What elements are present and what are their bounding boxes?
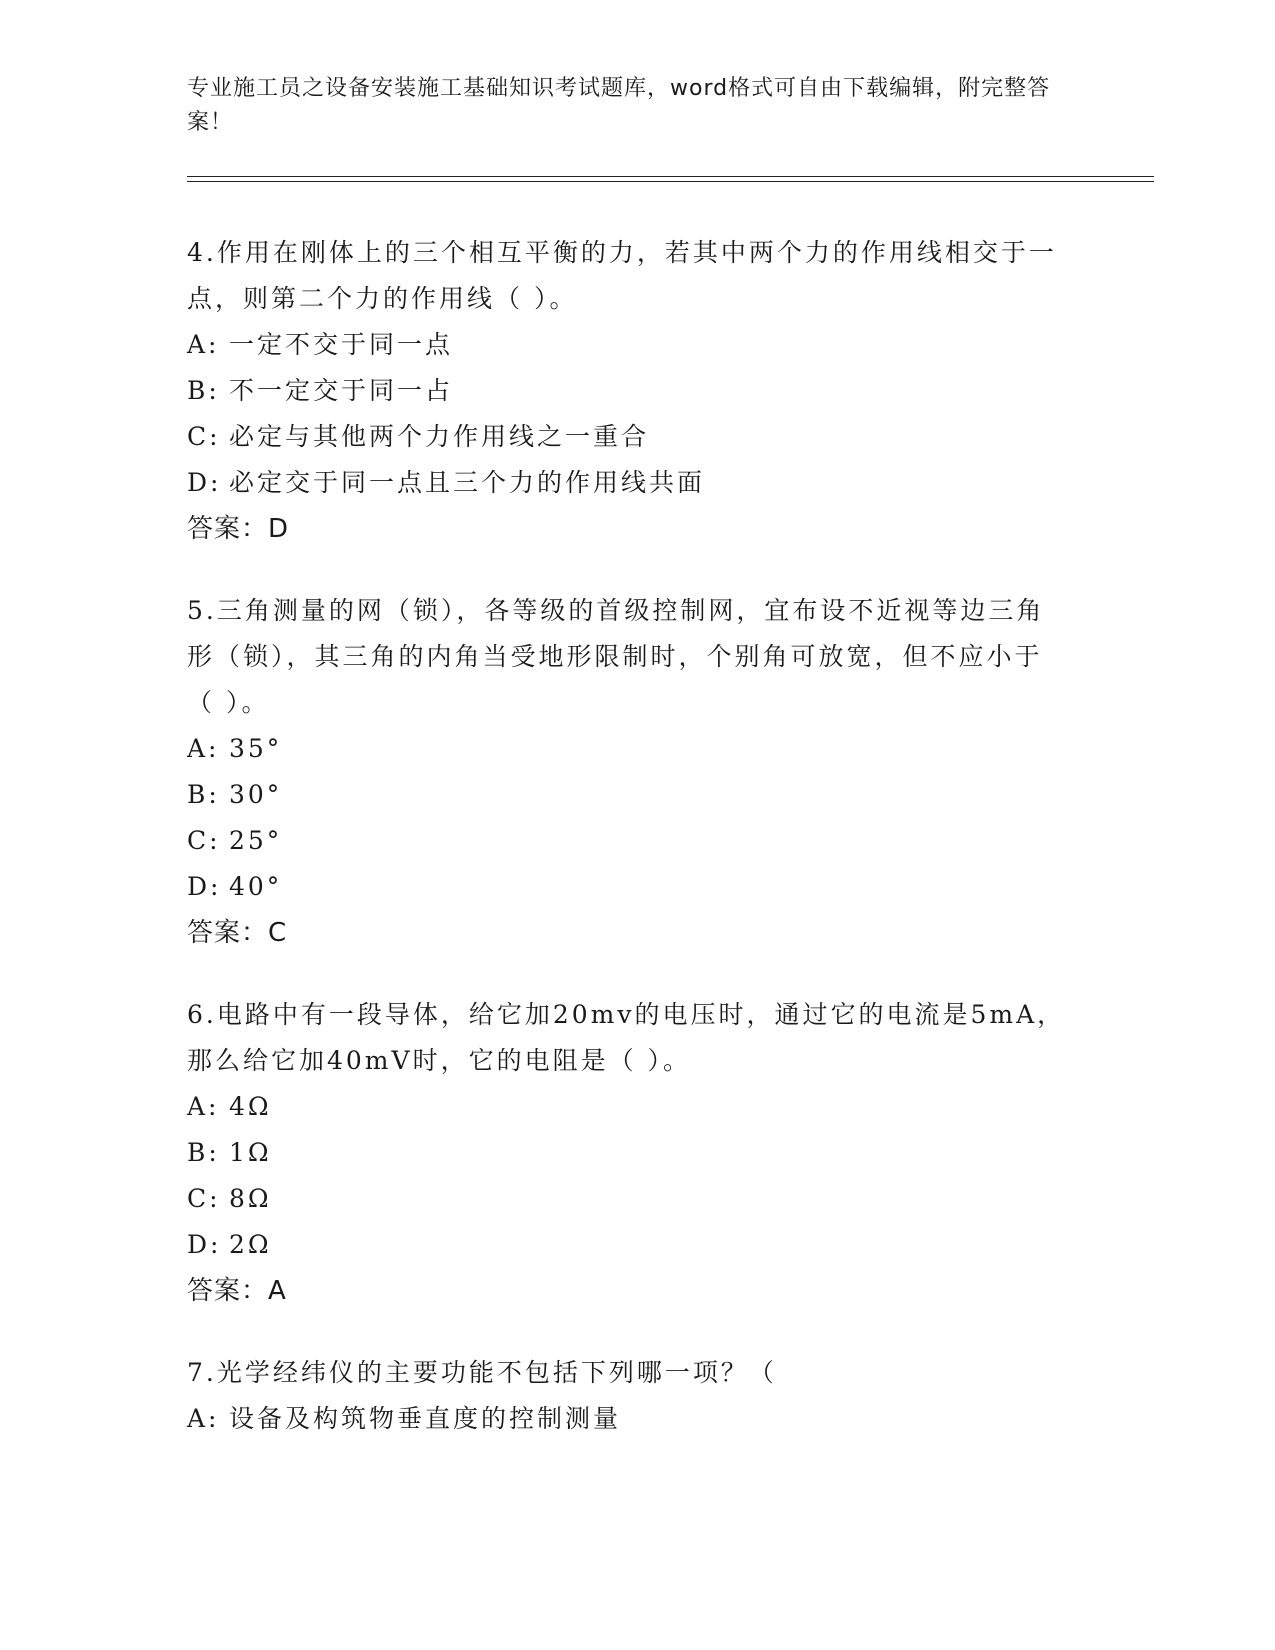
option-letter: A: xyxy=(187,1404,220,1433)
option-letter: C: xyxy=(187,1184,221,1213)
option-text: 40° xyxy=(229,872,283,901)
option-a xyxy=(187,726,1067,772)
option-text: 30° xyxy=(229,780,283,809)
answer-text: 答案：C xyxy=(187,918,288,948)
option-text: 25° xyxy=(229,826,283,855)
option-c xyxy=(187,818,1067,864)
option-letter: C: xyxy=(187,422,221,451)
option-letter: D: xyxy=(187,468,222,497)
option-a xyxy=(187,1084,1067,1130)
option-text: 4Ω xyxy=(229,1092,272,1121)
option-b xyxy=(187,368,1067,414)
question-4 xyxy=(187,230,1067,552)
question-6 xyxy=(187,992,1067,1314)
option-text: 2Ω xyxy=(229,1230,272,1259)
option-d xyxy=(187,460,1067,506)
question-5 xyxy=(187,588,1067,956)
option-b xyxy=(187,1130,1067,1176)
option-text: 必定交于同一点且三个力的作用线共面 xyxy=(229,468,706,497)
option-b xyxy=(187,772,1067,818)
document-header: 专业施工员之设备安装施工基础知识考试题库，word格式可自由下载编辑，附完整答案！ xyxy=(187,76,1051,135)
option-letter: A: xyxy=(187,1092,220,1121)
option-text: 设备及构筑物垂直度的控制测量 xyxy=(229,1404,622,1433)
option-a xyxy=(187,322,1067,368)
option-c xyxy=(187,1176,1067,1222)
question-list xyxy=(187,230,1067,1478)
question-stem: 4.作用在刚体上的三个相互平衡的力，若其中两个力的作用线相交于一点，则第二个力的作用线（ ）。 xyxy=(187,238,1057,313)
answer-text: 答案：A xyxy=(187,1276,287,1306)
option-letter: A: xyxy=(187,330,220,359)
option-letter: B: xyxy=(187,376,220,405)
option-letter: B: xyxy=(187,780,220,809)
answer-text: 答案：D xyxy=(187,514,290,544)
question-stem: 6.电路中有一段导体，给它加20mv的电压时，通过它的电流是5mA，那么给它加40mV时，它的电阻是（ ）。 xyxy=(187,1000,1066,1075)
header-divider-top xyxy=(187,176,1154,177)
option-text: 必定与其他两个力作用线之一重合 xyxy=(229,422,650,451)
option-d xyxy=(187,864,1067,910)
option-letter: A: xyxy=(187,734,220,763)
option-text: 8Ω xyxy=(229,1184,272,1213)
option-c xyxy=(187,414,1067,460)
option-letter: D: xyxy=(187,872,222,901)
option-letter: B: xyxy=(187,1138,220,1167)
option-d xyxy=(187,1222,1067,1268)
header-divider-bottom xyxy=(187,181,1154,182)
option-text: 一定不交于同一点 xyxy=(229,330,454,359)
question-7 xyxy=(187,1350,1067,1442)
option-text: 1Ω xyxy=(229,1138,272,1167)
option-letter: D: xyxy=(187,1230,222,1259)
question-stem: 7.光学经纬仪的主要功能不包括下列哪一项？（ xyxy=(187,1358,777,1387)
option-letter: C: xyxy=(187,826,221,855)
option-text: 不一定交于同一占 xyxy=(229,376,454,405)
option-text: 35° xyxy=(229,734,283,763)
question-stem: 5.三角测量的网（锁），各等级的首级控制网，宜布设不近视等边三角形（锁），其三角的内角当受地形限制时，个别角可放宽，但不应小于（ ）。 xyxy=(187,596,1045,717)
option-a xyxy=(187,1396,1067,1442)
